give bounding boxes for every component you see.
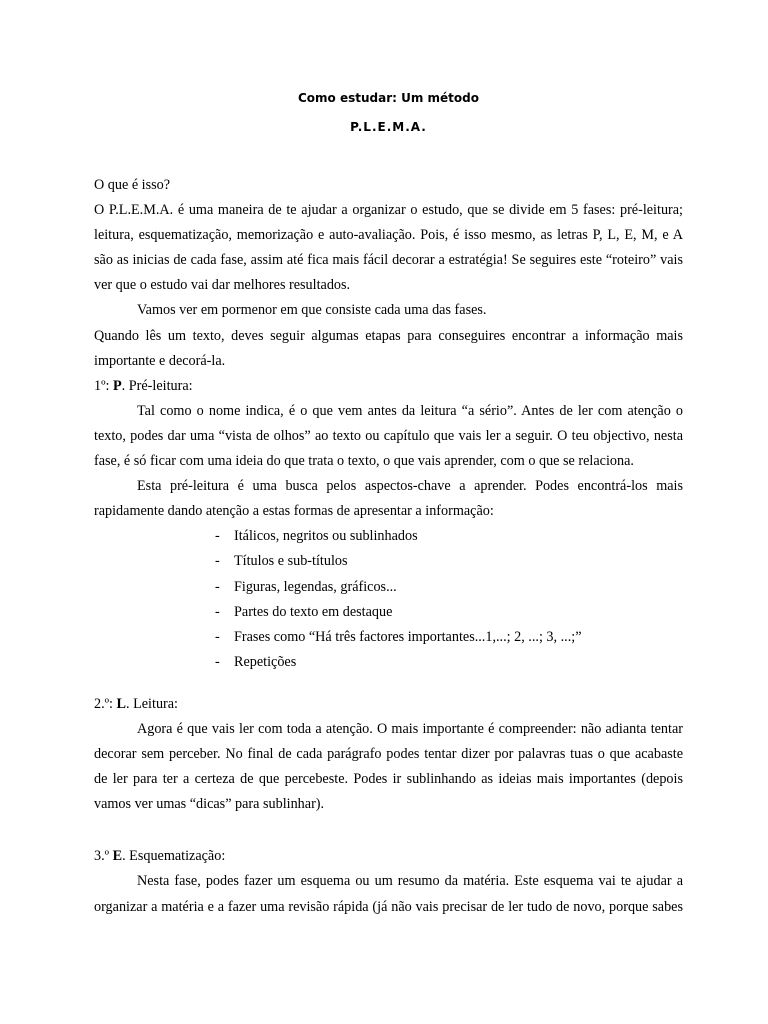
section-letter: P: [112, 377, 122, 394]
text-line: vamos ver umas “dicas” para sublinhar).: [94, 796, 325, 813]
section-1-list: [94, 524, 683, 675]
intro-paragraph-2: [94, 298, 683, 323]
text-line: importante e decorá-la.: [94, 352, 226, 369]
list-item-text: Figuras, legendas, gráficos...: [234, 578, 397, 595]
section-1-paragraph-2: [94, 474, 683, 524]
intro-paragraph-1: [94, 198, 683, 298]
text-line: fase, é só ficar com uma ideia do que trata o texto, o que vais aprender, com o que se relaciona.: [94, 453, 634, 470]
text-line: ver que o estudo vai dar melhores resultados.: [94, 277, 351, 294]
list-item: [94, 549, 683, 574]
text-line: Quando lês um texto, deves seguir algumas etapas para conseguires encontrar a informação mais: [94, 327, 683, 344]
list-bullet: -: [215, 578, 220, 595]
list-item-text: Partes do texto em destaque: [234, 603, 393, 620]
text-line: rapidamente dando atenção a estas formas de apresentar a informação:: [94, 503, 494, 520]
document-subtitle: P.L.E.M.A.: [350, 120, 427, 134]
list-bullet: -: [215, 553, 220, 570]
section-heading-esquematizacao: [94, 844, 683, 869]
section-number: 2.º:: [94, 695, 117, 712]
list-bullet: -: [215, 653, 220, 670]
intro-paragraph-3: [94, 324, 683, 374]
text-line: leitura, esquematização, memorização e auto-avaliação. Pois, é isso mesmo, as letras P, L, E, M, e A: [94, 227, 683, 244]
list-bullet: -: [215, 603, 220, 620]
section-heading-leitura: [94, 692, 683, 717]
section-3-paragraph-1: [94, 869, 683, 919]
text-line: Nesta fase, podes fazer um esquema ou um resumo da matéria. Este esquema vai te ajudar a: [137, 873, 683, 890]
text-line: de ler para ter a certeza de que percebeste. Podes ir sublinhando as ideias mais importantes (depois: [94, 771, 683, 788]
list-item: [94, 524, 683, 549]
section-title: . Esquematização:: [122, 848, 226, 865]
text-line: decorar sem perceber. No final de cada parágrafo podes tentar dizer por palavras tuas o que acabaste: [94, 746, 683, 763]
text-line: O P.L.E.M.A. é uma maneira de te ajudar a organizar o estudo, que se divide em 5 fases: pré-leitura;: [94, 202, 683, 219]
list-item: [94, 575, 683, 600]
section-letter: E: [112, 848, 123, 865]
list-item-text: Itálicos, negritos ou sublinhados: [234, 528, 418, 545]
text-line: Agora é que vais ler com toda a atenção. O mais importante é compreender: não adianta tentar: [137, 720, 683, 737]
document-header: [94, 86, 683, 140]
list-item-text: Frases como “Há três factores importantes...1,...; 2, ...; 3, ...;”: [234, 628, 582, 645]
list-item: [94, 650, 683, 675]
list-item: [94, 625, 683, 650]
section-2-paragraph-1: [94, 717, 683, 817]
section-1-paragraph-1: [94, 399, 683, 474]
document-body: [94, 173, 683, 920]
section-title: . Pré-leitura:: [121, 377, 193, 394]
text-line: Tal como o nome indica, é o que vem antes da leitura “a sério”. Antes de ler com atenção o: [137, 402, 683, 419]
section-number: 3.º: [94, 848, 113, 865]
list-item-text: Repetições: [234, 653, 297, 670]
section-number: 1º:: [94, 377, 113, 394]
section-letter: L: [116, 695, 126, 712]
text-line: organizar a matéria e a fazer uma revisão rápida (já não vais precisar de ler tudo de novo, porque sabes: [94, 898, 683, 915]
list-item-text: Títulos e sub-títulos: [234, 553, 348, 570]
section-title: . Leitura:: [126, 695, 178, 712]
list-item: [94, 600, 683, 625]
text-line: texto, podes dar uma “vista de olhos” ao texto ou capítulo que vais ler a seguir. O teu objectivo, nesta: [94, 427, 683, 444]
list-bullet: -: [215, 628, 220, 645]
list-bullet: -: [215, 528, 220, 545]
text-line: são as inicias de cada fase, assim até fica mais fácil decorar a estratégia! Se seguires este “roteiro” vais: [94, 252, 683, 269]
text-line: Esta pré-leitura é uma busca pelos aspectos-chave a aprender. Podes encontrá-los mais: [137, 478, 683, 495]
section-heading-pre-leitura: [94, 374, 683, 399]
intro-question: O que é isso?: [94, 177, 171, 193]
document-title: Como estudar: Um método: [297, 91, 479, 105]
text-line: Vamos ver em pormenor em que consiste cada uma das fases.: [137, 302, 487, 319]
